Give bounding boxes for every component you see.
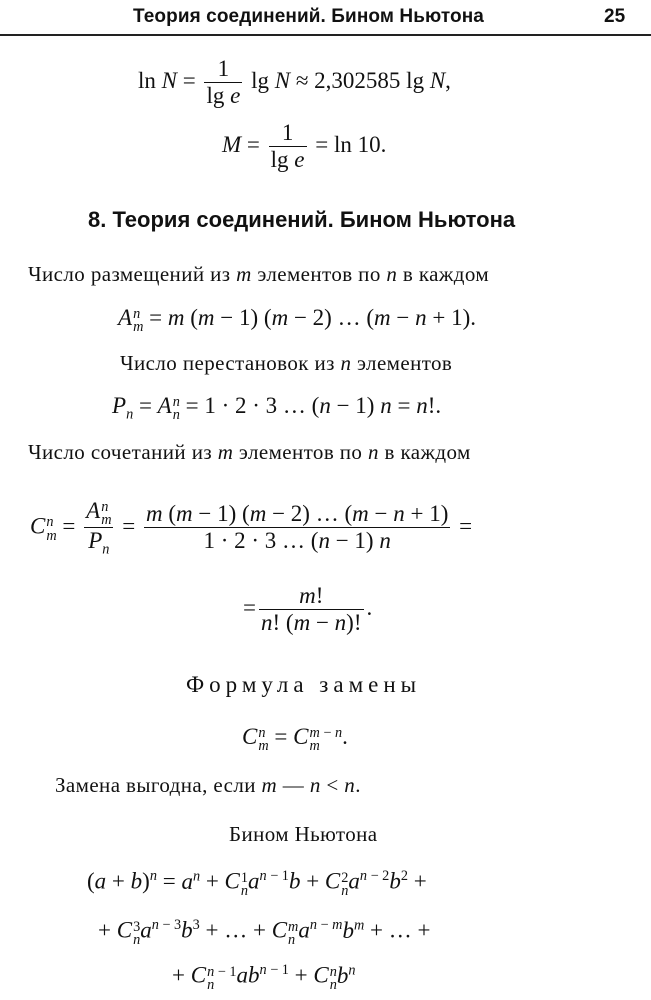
formula-combinations-line2: = $\frac{m!}{n! (m - n)!}$ . [243, 583, 373, 636]
substitution-heading: Формула замены [186, 672, 422, 697]
section-title: 8. Теория соединений. Бином Ньютона [88, 207, 516, 232]
formula-permutations: $P_n = A$ n n = 1 · 2 · 3 … (n − 1) n = n!. [112, 393, 442, 424]
formula-binomial-line3: + C n − 1 n $ab^{n - 1} + C$ n n $b^n$ [172, 962, 356, 994]
formula-binomial-line1: $(a + b)^n = a^n + C$ 1 n $a^{n - 1}b + C$ 2 n $a^{n - 2}b^2$ + [87, 868, 427, 900]
binomial-heading: Бином Ньютона [229, 822, 378, 846]
header-divider [0, 34, 651, 36]
formula-combinations-line1: C n m = A n m $P_n$ = $\frac{m (m - 1) (m - 2) \dots (m - n + 1)}{1 \cdot 2 \cdot 3 \dots (n - 1) n}$ = [30, 498, 473, 558]
formula-ln-conversion: ln N = $\frac{1}{\text{lg e}}$ lg N ≈ 2,302585 lg N, [138, 56, 451, 109]
page-number: 25 [604, 6, 626, 27]
formula-binomial-line2: + C 3 n $a^{n - 3}b^3$ + … + C m n $a^{n - m}b^m$ + … + [98, 917, 431, 949]
combinations-label: Число сочетаний из m элементов по n в каждом [28, 440, 471, 464]
running-header-title: Теория соединений. Бином Ньютона [133, 6, 484, 27]
formula-substitution: C n m = C m − n m . [242, 724, 348, 755]
arrangements-label: Число размещений из m элементов по n в каждом [28, 262, 490, 286]
permutations-label: Число перестановок из n элементов [120, 351, 453, 375]
formula-arrangements: A n m = m (m − 1) (m − 2) … (m − n + 1). [118, 305, 476, 336]
formula-modulus: M = $\frac{1}{\text{lg e}}$ = ln 10. [222, 120, 387, 173]
substitution-note: Замена выгодна, если m — n < n. [55, 773, 361, 797]
